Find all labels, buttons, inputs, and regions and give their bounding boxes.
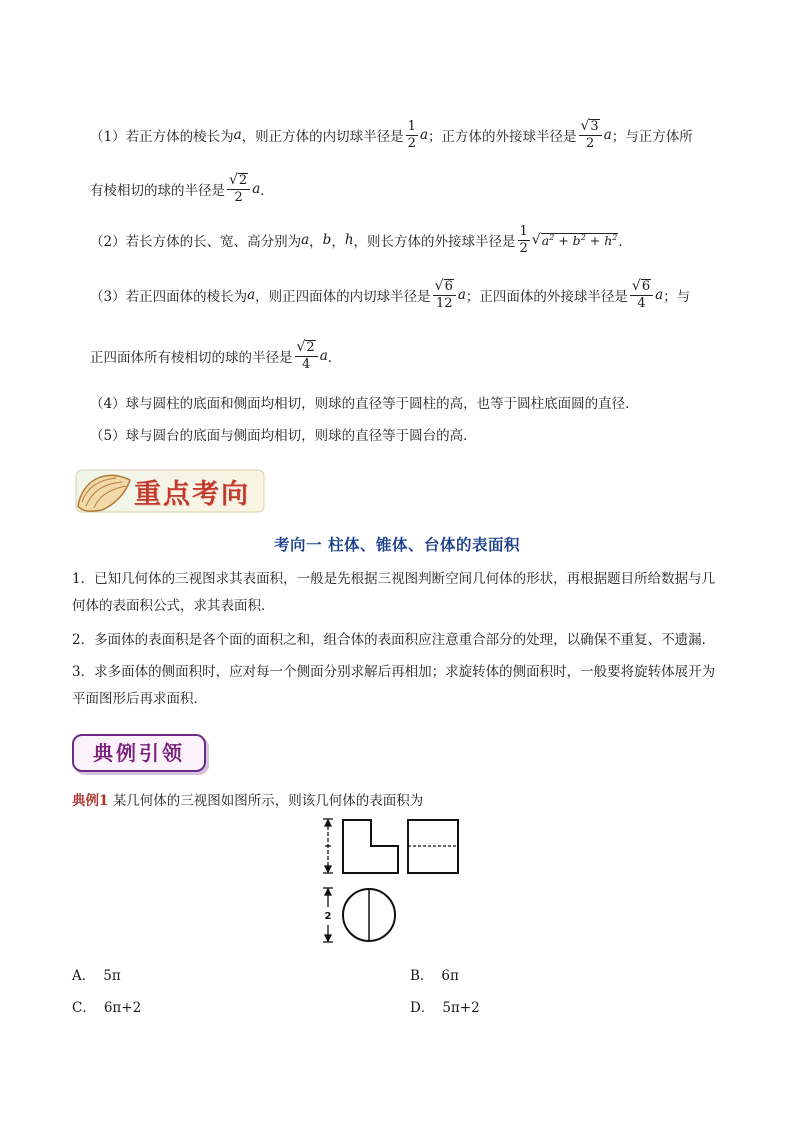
radicand: 2 <box>238 173 248 189</box>
sqrt-expression <box>532 233 619 248</box>
math-var: a <box>301 232 310 248</box>
fraction <box>227 173 250 205</box>
item-1-text-b: ，则正方体的内切球半径是 <box>241 129 404 145</box>
denominator: 4 <box>637 296 646 312</box>
separator: ， <box>331 234 345 250</box>
item-3-text-e: 正四面体所有棱相切的球的半径是 <box>90 350 293 366</box>
point-2: 2．多面体的表面积是各个面的面积之和，组合体的表面积应注意重合部分的处理，以确保不重复、不遗漏． <box>72 632 716 648</box>
sqrt-sign: √ <box>296 339 306 356</box>
radicand: 2 <box>306 340 315 356</box>
example-question <box>72 789 423 809</box>
item-1-text-c: ；正方体的外接球半径是 <box>428 129 577 145</box>
numerator <box>433 279 456 296</box>
item-3-line-1 <box>90 270 690 320</box>
denominator: 2 <box>585 136 595 152</box>
numerator: 1 <box>519 223 528 239</box>
numerator <box>295 340 318 357</box>
period: ． <box>327 350 342 366</box>
choice-letter: A． <box>72 968 96 984</box>
period: ． <box>618 234 632 250</box>
choice-letter: B． <box>410 968 434 984</box>
choice-letter: C． <box>72 1000 96 1016</box>
denominator: 2 <box>519 240 528 256</box>
denominator: 12 <box>435 296 453 312</box>
item-3-text-b: ，则正四面体的内切球半径是 <box>255 289 431 305</box>
math-var: a <box>252 181 261 197</box>
math-var: a <box>247 287 256 303</box>
item-2-text-a: （2）若长方体的长、宽、高分别为 <box>90 234 302 250</box>
choice-text: 5π+2 <box>442 1000 480 1016</box>
fraction <box>433 279 456 311</box>
sqrt-expression <box>632 279 651 294</box>
sqrt-expression <box>297 340 316 355</box>
top-view <box>343 889 395 941</box>
fraction <box>406 120 418 150</box>
item-1-text-a: （1）若正方体的棱长为 <box>90 129 234 145</box>
item-3-text-a: （3）若正四面体的棱长为 <box>90 289 248 305</box>
example-question-text: 某几何体的三视图如图所示，则该几何体的表面积为 <box>108 793 424 809</box>
item-1-text-d: ；与正方体所 <box>611 129 693 145</box>
radicand: 6 <box>444 279 453 295</box>
sqrt-sign: √ <box>434 278 444 295</box>
sqrt-sign: √ <box>631 278 641 295</box>
item-1-line-2 <box>90 165 274 213</box>
item-4: （4）球与圆柱的底面和侧面均相切，则球的直径等于圆柱的高，也等于圆柱底面圆的直径． <box>90 396 639 412</box>
example-banner-title: 典例引领 <box>93 741 185 765</box>
radicand: $a^2 + b^2 + h^2$ <box>541 232 618 248</box>
fraction <box>295 340 318 372</box>
point-3: 3．求多面体的侧面积时，应对每一个侧面分别求解后再相加；求旋转体的侧面积时，一般要将旋转体展开为平面图形后再求面积． <box>72 664 716 707</box>
choice-b[interactable] <box>410 964 459 984</box>
choice-text: 6π+2 <box>103 1000 142 1016</box>
radicand: 6 <box>641 279 651 295</box>
sqrt-sign: √ <box>229 172 238 189</box>
item-3-text-c: ；正四面体的外接球半径是 <box>465 289 628 305</box>
math-var: a <box>233 127 242 143</box>
sqrt-sign: √ <box>580 118 590 135</box>
example-banner <box>72 734 206 772</box>
choice-text: 5π <box>103 968 121 984</box>
fraction <box>518 225 530 255</box>
item-1-text-e: 有棱相切的球的半径是 <box>90 183 225 199</box>
choice-c[interactable] <box>72 996 141 1016</box>
item-1-line-1 <box>90 110 693 160</box>
three-view-figure <box>318 816 464 946</box>
numerator <box>227 173 250 190</box>
side-view <box>408 820 458 873</box>
item-5: （5）球与圆台的底面与侧面均相切，则球的直径等于圆台的高． <box>90 428 477 444</box>
sqrt-sign: √ <box>531 231 541 248</box>
math-var: b <box>322 232 332 248</box>
front-view <box>343 820 398 873</box>
fraction <box>630 279 653 311</box>
denominator: 2 <box>407 135 416 151</box>
example-label: 典例1 <box>72 793 109 809</box>
radicand: 3 <box>590 119 599 135</box>
denominator: 2 <box>234 190 243 206</box>
math-var: h <box>344 232 354 248</box>
key-points-banner <box>72 462 268 518</box>
choice-d[interactable] <box>410 996 480 1016</box>
dimension-label: 2 <box>324 911 332 922</box>
item-2-text-b: ，则长方体的外接球半径是 <box>353 234 516 250</box>
dimension-front <box>323 819 333 873</box>
sqrt-expression <box>229 173 248 188</box>
banner-title: 重点考向 <box>134 479 250 510</box>
math-var: a <box>319 348 328 364</box>
item-3-line-2 <box>90 332 341 380</box>
choice-a[interactable] <box>72 964 121 984</box>
math-var: a <box>419 127 428 143</box>
numerator <box>579 119 602 136</box>
sqrt-expression <box>581 119 600 134</box>
math-var: a <box>655 287 664 303</box>
choice-letter: D． <box>410 1000 435 1016</box>
separator: ， <box>309 234 323 250</box>
period: ． <box>260 183 274 199</box>
item-3-text-d: ；与 <box>663 289 691 305</box>
choice-text: 6π <box>441 968 459 984</box>
fraction <box>579 119 602 151</box>
math-var: a <box>457 287 466 303</box>
denominator: 4 <box>301 357 311 373</box>
numerator: 1 <box>407 118 416 134</box>
item-2 <box>90 218 632 262</box>
math-var: a <box>603 127 612 143</box>
point-1: 1．已知几何体的三视图求其表面积，一般是先根据三视图判断空间几何体的形状，再根据题目所给数据与几何体的表面积公式，求其表面积． <box>72 571 716 614</box>
numerator <box>630 279 653 296</box>
sqrt-expression <box>435 279 454 294</box>
section-title: 考向一 柱体、锥体、台体的表面积 <box>274 535 520 554</box>
